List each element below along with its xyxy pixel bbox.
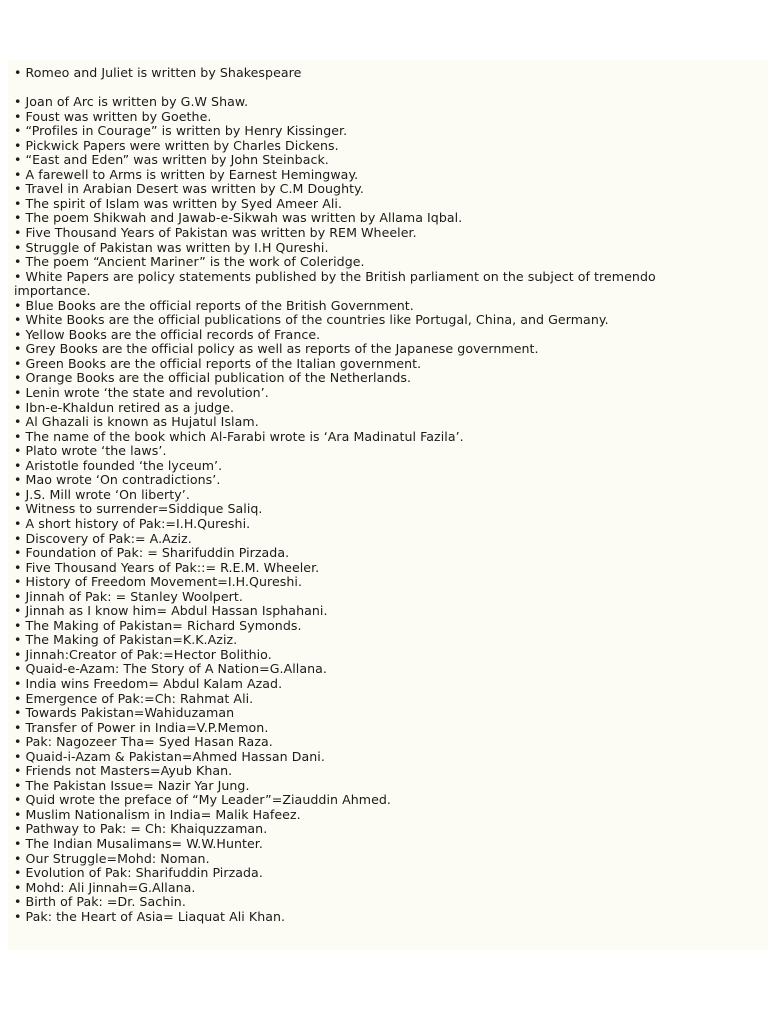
- text-line: • Jinnah of Pak: = Stanley Woolpert.: [14, 589, 243, 604]
- text-line: • Mohd: Ali Jinnah=G.Allana.: [14, 880, 196, 895]
- text-line: • Pak: Nagozeer Tha= Syed Hasan Raza.: [14, 735, 273, 750]
- text-line: • Five Thousand Years of Pak::= R.E.M. Wheeler.: [14, 560, 320, 575]
- text-line: • Towards Pakistan=Wahiduzaman: [14, 706, 235, 721]
- text-line: • The Making of Pakistan=K.K.Aziz.: [14, 633, 238, 648]
- text-line: • Discovery of Pak:= A.Aziz.: [14, 531, 192, 546]
- text-line: • Transfer of Power in India=V.P.Memon.: [14, 720, 269, 735]
- text-line: • Evolution of Pak: Sharifuddin Pirzada.: [14, 866, 263, 881]
- text-line: • Birth of Pak: =Dr. Sachin.: [14, 895, 186, 910]
- text-line: • Lenin wrote ‘the state and revolution’.: [14, 386, 269, 401]
- text-line: • Travel in Arabian Desert was written by C.M Doughty.: [14, 182, 364, 197]
- text-line: • Grey Books are the official policy as well as reports of the Japanese government.: [14, 342, 539, 357]
- text-line: • The spirit of Islam was written by Syed Ameer Ali.: [14, 196, 343, 211]
- text-line: • A short history of Pak:=I.H.Qureshi.: [14, 516, 251, 531]
- text-line: • White Papers are policy statements published by the British parliament on the subject of tremendo: [14, 269, 656, 284]
- text-line: • Green Books are the official reports of the Italian government.: [14, 356, 422, 371]
- text-line: • Quid wrote the preface of “My Leader”=Ziauddin Ahmed.: [14, 793, 391, 808]
- text-line: • “East and Eden” was written by John Steinback.: [14, 153, 329, 168]
- text-line: • Foust was written by Goethe.: [14, 109, 212, 124]
- text-line: • White Books are the official publications of the countries like Portugal, China, and Germany.: [14, 313, 609, 328]
- text-line: • Aristotle founded ‘the lyceum’.: [14, 458, 223, 473]
- text-line: • Plato wrote ‘the laws’.: [14, 444, 167, 459]
- text-line: • Yellow Books are the official records of France.: [14, 327, 321, 342]
- text-line: • Joan of Arc is written by G.W Shaw.: [14, 95, 249, 110]
- text-line: • “Profiles in Courage” is written by Henry Kissinger.: [14, 124, 348, 139]
- text-line: • The Pakistan Issue= Nazir Yar Jung.: [14, 778, 250, 793]
- text-line: • A farewell to Arms is written by Earnest Hemingway.: [14, 167, 359, 182]
- text-line: • Witness to surrender=Siddique Saliq.: [14, 502, 263, 517]
- text-line: • The name of the book which Al-Farabi wrote is ‘Ara Madinatul Fazila’.: [14, 429, 464, 444]
- text-line: • Friends not Masters=Ayub Khan.: [14, 764, 233, 779]
- text-line: importance.: [14, 284, 91, 299]
- text-line: • History of Freedom Movement=I.H.Qureshi.: [14, 575, 302, 590]
- text-line: • Pickwick Papers were written by Charles Dickens.: [14, 138, 339, 153]
- text-line: • Quaid-e-Azam: The Story of A Nation=G.Allana.: [14, 662, 327, 677]
- text-line: • Emergence of Pak:=Ch: Rahmat Ali.: [14, 691, 254, 706]
- text-line: • The poem “Ancient Mariner” is the work of Coleridge.: [14, 255, 365, 270]
- text-line: • Al Ghazali is known as Hujatul Islam.: [14, 415, 259, 430]
- text-line: • Our Struggle=Mohd: Noman.: [14, 851, 210, 866]
- text-line: • The Indian Musalimans= W.W.Hunter.: [14, 836, 263, 851]
- text-line: • Five Thousand Years of Pakistan was written by REM Wheeler.: [14, 226, 417, 241]
- document-text: [14, 66, 768, 924]
- text-line: • Foundation of Pak: = Sharifuddin Pirzada.: [14, 546, 290, 561]
- text-line: • Ibn-e-Khaldun retired as a judge.: [14, 400, 235, 415]
- blank-line: [14, 81, 768, 96]
- text-line: • The Making of Pakistan= Richard Symonds.: [14, 618, 302, 633]
- text-line: • Orange Books are the official publication of the Netherlands.: [14, 371, 412, 386]
- text-line: • Romeo and Juliet is written by Shakespeare: [14, 66, 302, 80]
- text-line: • Jinnah as I know him= Abdul Hassan Isphahani.: [14, 604, 328, 619]
- text-line: • Pathway to Pak: = Ch: Khaiquzzaman.: [14, 822, 268, 837]
- text-line: • J.S. Mill wrote ‘On liberty’.: [14, 487, 190, 502]
- text-line: • Pak: the Heart of Asia= Liaquat Ali Khan.: [14, 909, 286, 924]
- text-line: • The poem Shikwah and Jawab-e-Sikwah was written by Allama Iqbal.: [14, 211, 463, 226]
- text-line: • Jinnah:Creator of Pak:=Hector Bolithio.: [14, 647, 272, 662]
- text-line: • India wins Freedom= Abdul Kalam Azad.: [14, 676, 283, 691]
- text-line: • Muslim Nationalism in India= Malik Hafeez.: [14, 807, 301, 822]
- text-line: • Blue Books are the official reports of the British Government.: [14, 298, 414, 313]
- text-line: • Struggle of Pakistan was written by I.H Qureshi.: [14, 240, 329, 255]
- text-line: • Mao wrote ‘On contradictions’.: [14, 473, 221, 488]
- text-line: • Quaid-i-Azam & Pakistan=Ahmed Hassan Dani.: [14, 749, 325, 764]
